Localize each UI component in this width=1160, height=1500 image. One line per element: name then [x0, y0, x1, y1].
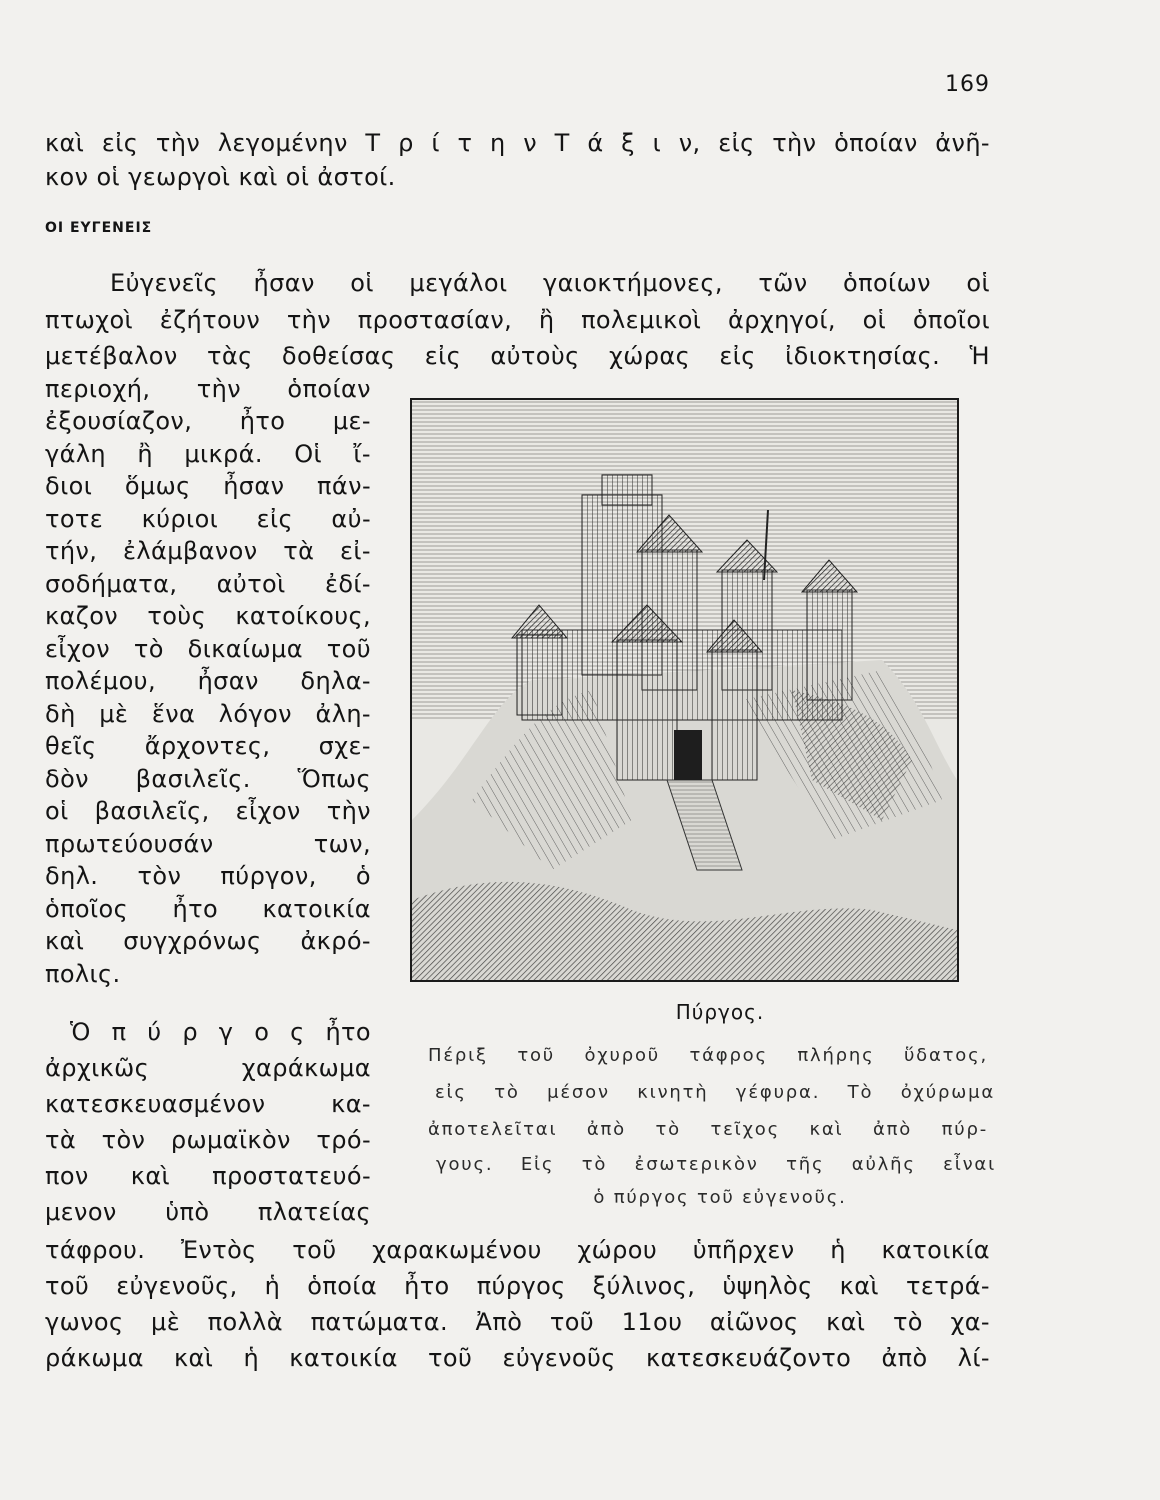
- castle-illustration: [410, 398, 959, 982]
- paragraph-line: τοτε κύριοι εἰς αὐ-: [45, 505, 371, 533]
- figure-caption-line: εἰς τὸ μέσον κινητὴ γέφυρα. Τὸ ὀχύρωμα: [435, 1082, 995, 1103]
- paragraph-line: κατεσκευασμένον κα-: [45, 1090, 371, 1118]
- paragraph-line: θεῖς ἄρχοντες, σχε-: [45, 732, 371, 760]
- paragraph-line: περιοχή, τὴν ὁποίαν: [45, 375, 371, 403]
- paragraph-line: οἱ βασιλεῖς, εἶχον τὴν: [45, 797, 371, 825]
- paragraph-line: πολέμου, ἦσαν δηλα-: [45, 667, 371, 695]
- paragraph-line: Εὐγενεῖς ἦσαν οἱ μεγάλοι γαιοκτήμονες, τῶν ὁποίων οἱ: [110, 269, 990, 297]
- page-number: 169: [945, 72, 990, 97]
- paragraph-line: διοι ὅμως ἦσαν πάν-: [45, 472, 371, 500]
- paragraph-line: Ὁ π ύ ρ γ ο ς ἦτο: [70, 1018, 371, 1046]
- figure-caption-line: ὁ πύργος τοῦ εὐγενοῦς.: [593, 1187, 847, 1208]
- paragraph-line: πολις.: [45, 960, 121, 988]
- figure-title: Πύργος.: [675, 1000, 765, 1024]
- paragraph-line: δὴ μὲ ἕνα λόγον ἀλη-: [45, 700, 371, 728]
- paragraph-line: ὁποῖος ἦτο κατοικία: [45, 895, 371, 923]
- paragraph-line: γωνος μὲ πολλὰ πατώματα. Ἀπὸ τοῦ 11ου αἰῶνος καὶ τὸ χα-: [45, 1308, 990, 1336]
- figure-caption-line: γους. Εἰς τὸ ἐσωτερικὸν τῆς αὐλῆς εἶναι: [436, 1154, 996, 1175]
- paragraph-line: γάλη ἢ μικρά. Οἱ ἴ-: [45, 440, 371, 468]
- intro-line: κον οἱ γεωργοὶ καὶ οἱ ἀστοί.: [45, 163, 396, 191]
- paragraph-line: τήν, ἐλάμβανον τὰ εἰ-: [45, 537, 371, 565]
- paragraph-line: εἶχον τὸ δικαίωμα τοῦ: [45, 635, 371, 663]
- intro-line: καὶ εἰς τὴν λεγομένην Τ ρ ί τ η ν Τ ά ξ ι ν, εἰς τὴν ὁποίαν ἀνῆ-: [45, 129, 990, 157]
- paragraph-line: πρωτεύουσάν των,: [45, 830, 371, 858]
- paragraph-line: δὸν βασιλεῖς. Ὅπως: [45, 765, 371, 793]
- paragraph-line: πον καὶ προστατευό-: [45, 1162, 371, 1190]
- figure-caption-line: ἀποτελεῖται ἀπὸ τὸ τεῖχος καὶ ἀπὸ πύρ-: [428, 1119, 988, 1140]
- paragraph-line: μετέβαλον τὰς δοθείσας εἰς αὐτοὺς χώρας εἰς ἰδιοκτησίας. Ἡ: [45, 342, 990, 370]
- paragraph-line: δηλ. τὸν πύργον, ὁ: [45, 862, 371, 890]
- paragraph-line: τὰ τὸν ρωμαϊκὸν τρό-: [45, 1126, 371, 1154]
- section-heading: ΟΙ ΕΥΓΕΝΕΙΣ: [45, 220, 153, 236]
- paragraph-line: καὶ συγχρόνως ἀκρό-: [45, 927, 371, 955]
- paragraph-line: τάφρου. Ἐντὸς τοῦ χαρακωμένου χώρου ὑπῆρχεν ἡ κατοικία: [45, 1236, 990, 1264]
- paragraph-line: ἀρχικῶς χαράκωμα: [45, 1054, 371, 1082]
- paragraph-line: καζον τοὺς κατοίκους,: [45, 602, 371, 630]
- paragraph-line: μενον ὑπὸ πλατείας: [45, 1198, 371, 1226]
- paragraph-line: σοδήματα, αὐτοὶ ἐδί-: [45, 570, 371, 598]
- paragraph-line: τοῦ εὐγενοῦς, ἡ ὁποία ἦτο πύργος ξύλινος, ὑψηλὸς καὶ τετρά-: [45, 1272, 990, 1300]
- paragraph-line: πτωχοὶ ἐζήτουν τὴν προστασίαν, ἢ πολεμικοὶ ἀρχηγοί, οἱ ὁποῖοι: [45, 306, 990, 334]
- paragraph-line: ράκωμα καὶ ἡ κατοικία τοῦ εὐγενοῦς κατεσκευάζοντο ἀπὸ λί-: [45, 1344, 990, 1372]
- figure-caption-line: Πέριξ τοῦ ὀχυροῦ τάφρος πλήρης ὕδατος,: [428, 1045, 988, 1066]
- paragraph-line: ἐξουσίαζον, ἦτο με-: [45, 407, 371, 435]
